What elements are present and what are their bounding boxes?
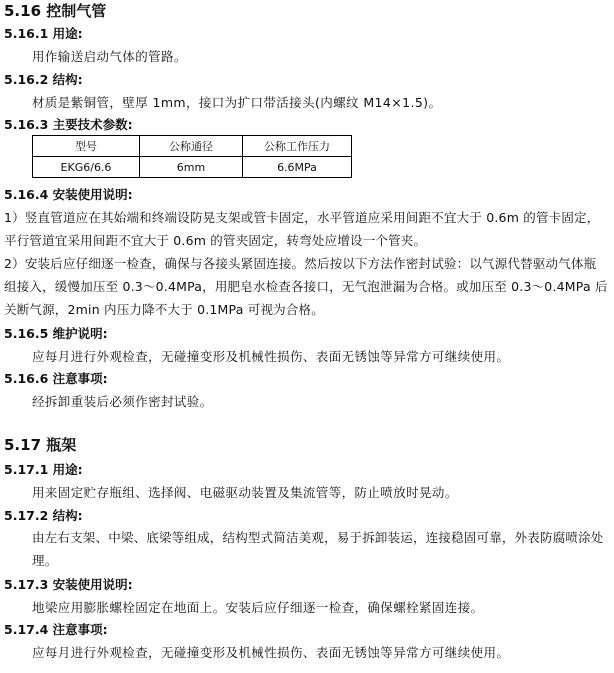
paragraph-5-16-2: 材质是紫铜管，壁厚 1mm，接口为扩口带活接头(内螺纹 M14×1.5)。 <box>32 95 442 110</box>
heading-5-16-4: 5.16.4 安装使用说明: <box>4 187 133 202</box>
spec-cell-diameter: 6mm <box>140 157 243 178</box>
spec-cell-pressure: 6.6MPa <box>243 157 352 178</box>
section-title-5-17: 5.17 瓶架 <box>4 436 77 454</box>
paragraph-5-16-4-item2: 2）安装后应仔细逐一检查，确保与各接头紧固连接。然后按以下方法作密封试验：以气源代替驱动气体瓶组接入，缓慢加压至 0.3～0.4MPa，用肥皂水检查各接口，无气泡泄漏为合格。或加压至 0.3～0.4MPa 后关断气源，2min 内压力降不大于 0.1MPa 可视为合格。 <box>4 256 608 317</box>
paragraph-5-16-1: 用作输送启动气体的管路。 <box>32 49 187 64</box>
heading-5-16-5: 5.16.5 维护说明: <box>4 326 108 341</box>
spec-header-pressure: 公称工作压力 <box>243 136 352 157</box>
heading-5-17-4: 5.17.4 注意事项: <box>4 622 108 637</box>
paragraph-5-16-6: 经拆卸重装后必须作密封试验。 <box>32 394 213 409</box>
paragraph-5-17-4: 应每月进行外观检查，无碰撞变形及机械性损伤、表面无锈蚀等异常方可继续使用。 <box>32 645 510 660</box>
heading-5-16-2: 5.16.2 结构: <box>4 72 83 87</box>
spec-header-diameter: 公称通径 <box>140 136 243 157</box>
paragraph-5-16-5: 应每月进行外观检查，无碰撞变形及机械性损伤、表面无锈蚀等异常方可继续使用。 <box>32 349 510 364</box>
heading-5-17-3: 5.17.3 安装使用说明: <box>4 577 133 592</box>
paragraph-5-17-3: 地梁应用膨胀螺栓固定在地面上。安装后应仔细逐一检查，确保螺栓紧固连接。 <box>32 600 484 615</box>
spec-table-header-row <box>33 136 352 157</box>
spec-table <box>32 135 352 178</box>
heading-5-16-1: 5.16.1 用途: <box>4 26 83 41</box>
spec-table-row <box>33 157 352 178</box>
paragraph-5-16-4-item1: 1）竖直管道应在其始端和终端设防晃支架或管卡固定，水平管道应采用间距不宜大于 0.6m 的管卡固定，平行管道宜采用间距不宜大于 0.6m 的管夹固定，转弯处应增设一个管夹。 <box>4 210 600 248</box>
heading-5-17-1: 5.17.1 用途: <box>4 462 83 477</box>
section-title-5-16: 5.16 控制气管 <box>4 2 107 20</box>
spec-header-model: 型号 <box>33 136 140 157</box>
paragraph-5-17-1: 用来固定贮存瓶组、选择阀、电磁驱动装置及集流管等，防止喷放时晃动。 <box>32 485 458 500</box>
heading-5-16-6: 5.16.6 注意事项: <box>4 371 108 386</box>
heading-5-17-2: 5.17.2 结构: <box>4 508 83 523</box>
paragraph-5-17-2: 由左右支架、中梁、底梁等组成，结构型式简洁美观，易于拆卸装运，连接稳固可靠，外表防腐喷涂处理。 <box>32 530 604 568</box>
spec-cell-model: EKG6/6.6 <box>33 157 140 178</box>
heading-5-16-3: 5.16.3 主要技术参数: <box>4 117 133 132</box>
